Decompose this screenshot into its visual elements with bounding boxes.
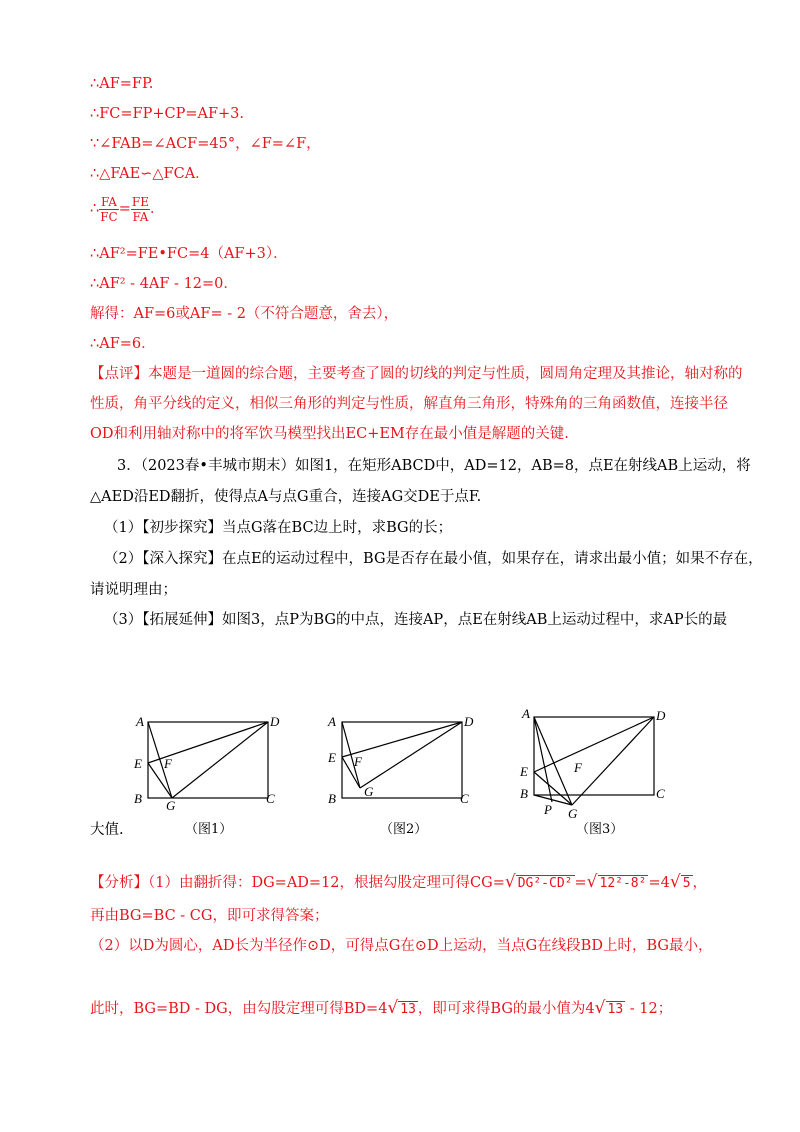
segment-gd (172, 722, 268, 798)
segment-gd (360, 722, 462, 788)
comment-text: 本题是一道圆的综合题，主要考查了圆的切线的判定与性质，圆周角定理及其推论，轴对称的 (148, 366, 743, 382)
label-d: D (656, 708, 666, 723)
label-p: P (544, 802, 552, 817)
ratio-suffix: ． (150, 201, 165, 217)
radicand: 13 (607, 1002, 624, 1017)
caption-figure-2: （图2） (380, 822, 428, 837)
analysis-tag: 【分析】 (90, 875, 148, 891)
label-b: B (520, 786, 528, 801)
fraction-numerator: FA (101, 194, 117, 209)
question-3-end: 大值. (90, 822, 124, 838)
analysis-line-1 (90, 870, 707, 895)
fraction-numerator: FE (131, 194, 149, 209)
radicand: 13 (400, 1002, 416, 1017)
problem-line-2: △AED沿ED翻折，使得点A与点G重合，连接AG交DE于点F. (90, 489, 482, 505)
radicand: 5 (682, 876, 691, 891)
caption-figure-1: （图1） (185, 822, 233, 837)
label-f: F (164, 756, 172, 771)
comment-line-1 (90, 364, 743, 384)
label-g: G (568, 806, 578, 821)
problem-text: （2023春•丰城市期末）如图1，在矩形ABCD中，AD=12，AB=8，点E在射线AB上运动，将 (140, 458, 751, 474)
label-g: G (364, 784, 374, 799)
problem-number: 3． (117, 458, 141, 474)
analysis-punct: ， (692, 875, 708, 891)
label-d: D (270, 714, 280, 729)
sqrt-icon: √ (387, 998, 399, 1018)
solution-line-3: ∵∠FAB=∠ACF=45°，∠F=∠F， (90, 136, 321, 152)
rectangle-abcd (534, 717, 654, 795)
fraction-fa-fc (99, 195, 119, 224)
label-a: A (328, 714, 336, 729)
solution-line-4: ∴△FAE∽△FCA． (90, 166, 210, 182)
label-c: C (656, 786, 665, 801)
solution-line-1: ∴AF=FP. (90, 76, 154, 92)
analysis-line-2: 再由BG=BC - CG，即可求得答案； (90, 908, 329, 924)
question-1: （1）【初步探究】当点G落在BC边上时，求BG的长； (104, 520, 453, 536)
label-a: A (522, 706, 530, 721)
question-2b: 请说明理由； (90, 582, 177, 598)
comment-tag: 【点评】 (90, 366, 148, 382)
equals-four: =4 (648, 875, 670, 891)
analysis-text: （1）由翻折得：DG=AD=12，根据勾股定理可得CG= (148, 875, 505, 891)
question-2a: （2）【深入探究】在点E的运动过程中，BG是否存在最小值，如果存在，请求出最小值；如果不存在， (104, 551, 763, 567)
segment-ag (534, 717, 572, 805)
analysis-text: - 12； (625, 1001, 673, 1017)
segment-ed (342, 722, 462, 757)
ratio-line (90, 193, 165, 225)
label-e: E (520, 764, 528, 779)
solution-line-2: ∴FC=FP+CP=AF+3. (90, 106, 245, 122)
label-b: B (134, 791, 142, 806)
analysis-line-3: （2）以D为圆心，AD长为半径作⊙D，可得点G在⊙D上运动，当点G在线段BD上时，BG最小， (90, 938, 713, 954)
segment-ap (534, 717, 552, 802)
label-g: G (166, 798, 176, 813)
radicand: DG²-CD² (517, 876, 573, 891)
fraction-denominator: FC (100, 209, 118, 224)
label-d: D (464, 714, 474, 729)
label-f: F (574, 760, 582, 775)
problem-line-1 (117, 456, 751, 476)
solution-line-8: ∴AF=6． (90, 336, 156, 352)
solution-line-5: ∴AF²=FE•FC=4（AF+3）． (90, 246, 288, 262)
radicand: 12²-8² (599, 876, 647, 891)
label-a: A (136, 714, 144, 729)
segment-gd (572, 717, 654, 805)
figure-3 (534, 717, 654, 805)
label-f: F (354, 754, 362, 769)
label-e: E (328, 750, 336, 765)
sqrt-icon: √ (504, 872, 516, 892)
analysis-text: ，即可求得BG的最小值为4 (417, 1001, 595, 1017)
sqrt-icon: √ (669, 872, 681, 892)
fraction-fe-fa (131, 195, 150, 224)
segment-ed (534, 717, 654, 772)
solution-line-7: 解得：AF=6或AF= - 2（不符合题意，舍去）， (90, 306, 399, 322)
ratio-prefix: ∴ (90, 201, 100, 217)
fraction-denominator: FA (132, 209, 149, 224)
label-c: C (266, 791, 275, 806)
caption-figure-3: （图3） (576, 822, 624, 837)
analysis-line-4 (90, 996, 672, 1021)
label-b: B (328, 791, 336, 806)
label-c: C (460, 791, 469, 806)
question-3: （3）【拓展延伸】如图3，点P为BG的中点，连接AP，点E在射线AB上运动过程中，求AP长的最 (104, 612, 728, 628)
ratio-equals: = (118, 201, 131, 217)
comment-line-3: OD和利用轴对称中的将军饮马模型找出EC+EM存在最小值是解题的关键. (90, 426, 569, 442)
label-e: E (134, 756, 142, 771)
analysis-text: 此时，BG=BD - DG，由勾股定理可得BD=4 (90, 1001, 388, 1017)
equals: = (574, 875, 587, 891)
comment-line-2: 性质，角平分线的定义，相似三角形的判定与性质，解直角三角形，特殊角的三角函数值，连接半径 (90, 396, 728, 412)
sqrt-icon: √ (594, 998, 606, 1018)
sqrt-icon: √ (586, 872, 598, 892)
solution-line-6: ∴AF² - 4AF - 12=0． (90, 276, 238, 292)
